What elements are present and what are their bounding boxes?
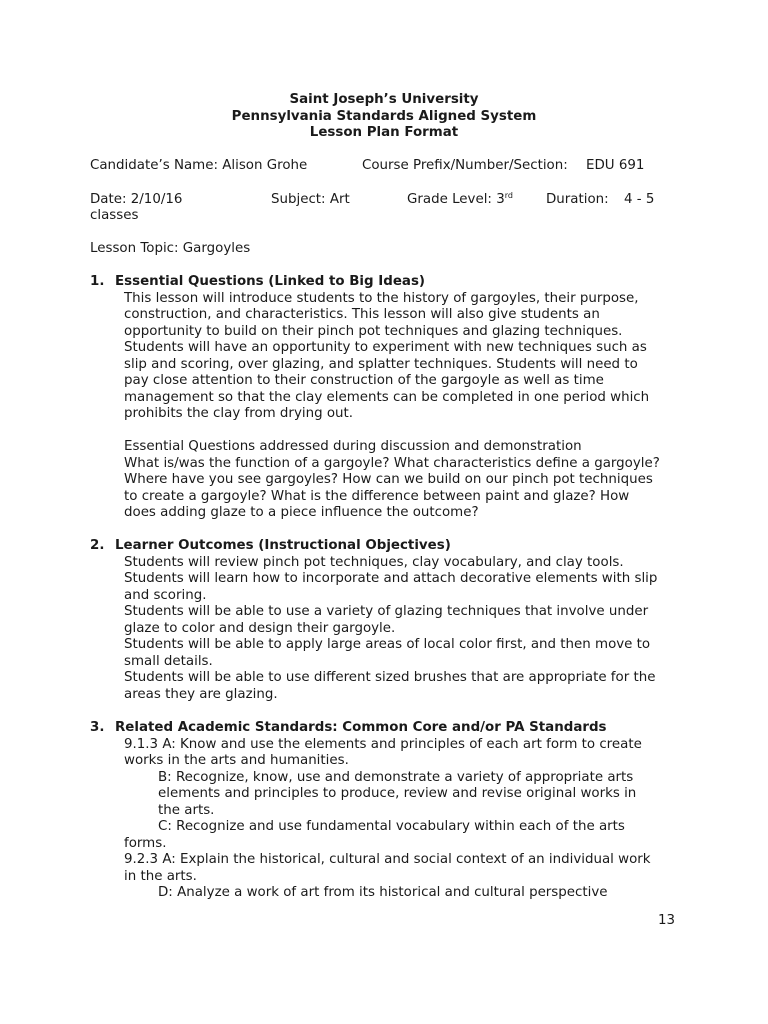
course-value: EDU 691 xyxy=(586,158,645,173)
standard-line: the arts. xyxy=(158,803,215,818)
standard-line: works in the arts and humanities. xyxy=(124,753,349,768)
section-2-line: Students will be able to use different sized brushes that are appropriate for the xyxy=(124,670,656,685)
section-2-number: 2. xyxy=(90,538,105,553)
section-2-line: Students will be able to apply large areas of local color first, and then move to xyxy=(124,637,651,652)
standard-line: D: Analyze a work of art from its historical and cultural perspective xyxy=(158,885,608,900)
section-1-line: opportunity to build on their pinch pot techniques and glazing techniques. xyxy=(124,324,623,339)
section-1-line: This lesson will introduce students to the history of gargoyles, their purpose, xyxy=(124,291,639,306)
section-1-line: What is/was the function of a gargoyle? What characteristics define a gargoyle? xyxy=(124,456,660,471)
standard-line: forms. xyxy=(124,836,167,851)
section-1-line: management so that the clay elements can be completed in one period which xyxy=(124,390,650,405)
section-1-line: does adding glaze to a piece influence the outcome? xyxy=(124,505,479,520)
section-1-line: Where have you see gargoyles? How can we build on our pinch pot techniques xyxy=(124,472,653,487)
section-2-line: glaze to color and design their gargoyle. xyxy=(124,621,396,636)
section-1-title: Essential Questions (Linked to Big Ideas) xyxy=(115,274,426,289)
section-1-number: 1. xyxy=(90,274,105,289)
section-1-line: slip and scoring, over glazing, and splatter techniques. Students will need to xyxy=(124,357,638,372)
section-2-line: areas they are glazing. xyxy=(124,687,278,702)
standard-line: 9.2.3 A: Explain the historical, cultural and social context of an individual work xyxy=(124,852,651,867)
section-2-line: and scoring. xyxy=(124,588,207,603)
lesson-topic: Lesson Topic: Gargoyles xyxy=(90,241,251,256)
section-2-title: Learner Outcomes (Instructional Objectives) xyxy=(115,538,451,553)
subject: Subject: Art xyxy=(271,192,350,207)
duration-label: Duration: xyxy=(546,192,609,207)
section-1-line: Essential Questions addressed during discussion and demonstration xyxy=(124,439,582,454)
grade-level-text: Grade Level: 3 xyxy=(407,192,505,207)
duration-continuation: classes xyxy=(90,208,139,223)
section-1-line: to create a gargoyle? What is the difference between paint and glaze? How xyxy=(124,489,630,504)
format-title: Lesson Plan Format xyxy=(309,125,459,140)
section-1-line: pay close attention to their construction of the gargoyle as well as time xyxy=(124,373,604,388)
grade-level xyxy=(407,192,513,208)
standard-line: B: Recognize, know, use and demonstrate a variety of appropriate arts xyxy=(158,770,634,785)
section-3-title: Related Academic Standards: Common Core and/or PA Standards xyxy=(115,720,607,735)
university-title: Saint Joseph’s University xyxy=(289,92,479,107)
section-1-line: construction, and characteristics. This lesson will also give students an xyxy=(124,307,600,322)
date: Date: 2/10/16 xyxy=(90,192,183,207)
section-2-line: Students will learn how to incorporate and attach decorative elements with slip xyxy=(124,571,658,586)
standard-line: 9.1.3 A: Know and use the elements and principles of each art form to create xyxy=(124,737,642,752)
standard-line: elements and principles to produce, review and revise original works in xyxy=(158,786,637,801)
system-title: Pennsylvania Standards Aligned System xyxy=(231,109,537,124)
page-number: 13 xyxy=(658,913,676,928)
section-3-number: 3. xyxy=(90,720,105,735)
grade-level-suffix: rd xyxy=(504,191,513,200)
candidate-name: Candidate’s Name: Alison Grohe xyxy=(90,158,308,173)
standard-line: C: Recognize and use fundamental vocabulary within each of the arts xyxy=(158,819,625,834)
section-1-line: prohibits the clay from drying out. xyxy=(124,406,354,421)
course-label: Course Prefix/Number/Section: xyxy=(362,158,568,173)
section-2-line: small details. xyxy=(124,654,213,669)
section-2-line: Students will be able to use a variety of glazing techniques that involve under xyxy=(124,604,649,619)
duration-value: 4 - 5 xyxy=(624,192,655,207)
standard-line: in the arts. xyxy=(124,869,197,884)
section-1-line: Students will have an opportunity to experiment with new techniques such as xyxy=(124,340,647,355)
section-2-line: Students will review pinch pot techniques, clay vocabulary, and clay tools. xyxy=(124,555,624,570)
